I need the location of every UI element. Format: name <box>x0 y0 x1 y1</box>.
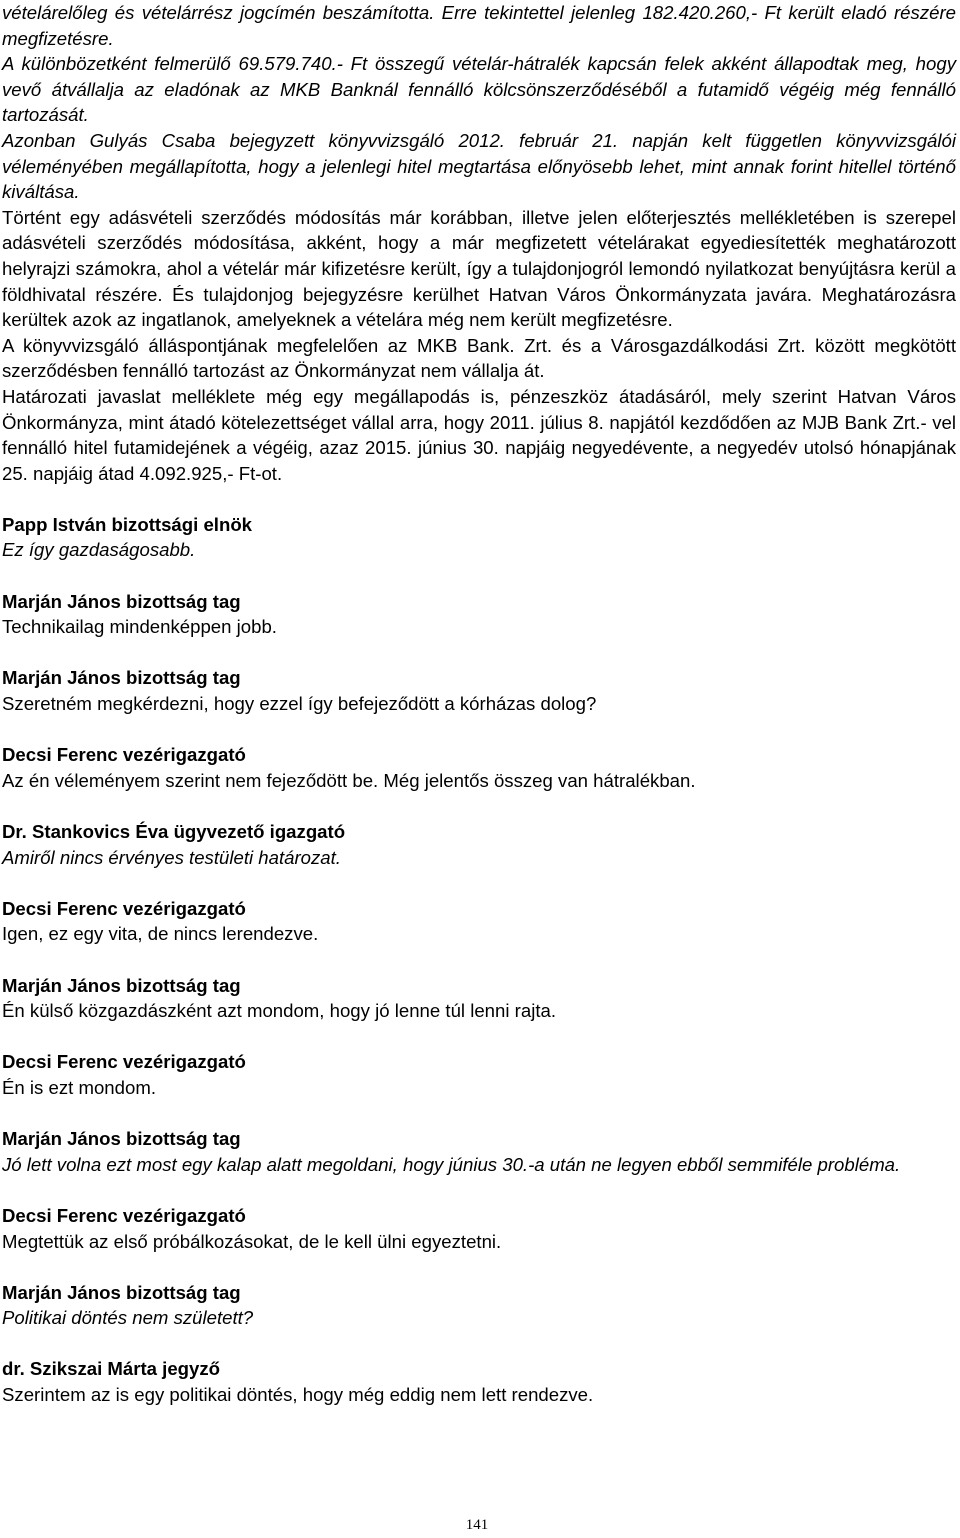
speech-text: Szeretném megkérdezni, hogy ezzel így befejeződött a kórházas dolog? <box>2 693 597 715</box>
intro-paragraph: Határozati javaslat melléklete még egy megállapodás is, pénzeszköz átadásáról, mely szerint Hatvan Város Önkormányza, mint átadó kötelezettséget vállal arra, hogy 2011. július 8. napjától kezdődően az MJB Bank Zrt.- vel fennálló hitel futamidejének a végéig, azaz 2015. június 30. napjáig negyedévente, a negyedév utolsó hónapjának 25. napjáig átad 4.092.925,- Ft-ot. <box>2 385 956 484</box>
speech-text: Én is ezt mondom. <box>2 1076 156 1098</box>
speech-text: Politikai döntés nem született? <box>2 1307 254 1329</box>
intro-paragraph: Történt egy adásvételi szerződés módosítás már korábban, illetve jelen előterjesztés mellékletében is szerepel adásvételi szerződés módosítása, akként, hogy a már megfizetett vételárakat egyediesítették meghatározott helyrajzi számokra, ahol a vételár már kifizetésre került, így a tulajdonjogról lemondó nyilatkozat benyújtásra kerül a földhivatal részére. És tulajdonjog bejegyzésre kerülhet Hatvan Város Önkormányzata javára. Meghatározásra kerültek azok az ingatlanok, amelyeknek a vételára még nem került megfizetésre. <box>2 206 956 331</box>
speaker-name: Marján János bizottság tag <box>2 590 241 612</box>
page-number: 141 <box>465 1517 489 1533</box>
speaker-name: Marján János bizottság tag <box>2 667 241 689</box>
speaker-name: Marján János bizottság tag <box>2 1281 241 1303</box>
speaker-name: Decsi Ferenc vezérigazgató <box>2 897 246 919</box>
speech-block <box>2 1356 956 1407</box>
speech-block <box>2 589 956 640</box>
speech-block <box>2 1049 956 1100</box>
intro-section <box>2 0 956 486</box>
speaker-name: Papp István bizottsági elnök <box>2 513 253 535</box>
speaker-name: Decsi Ferenc vezérigazgató <box>2 1204 246 1226</box>
intro-paragraph: A könyvvizsgáló álláspontjának megfelelően az MKB Bank. Zrt. és a Városgazdálkodási Zrt. között megkötött szerződésben fennálló tartozást az Önkormányzat nem vállalja át. <box>2 334 956 382</box>
speaker-name: Dr. Stankovics Éva ügyvezető igazgató <box>2 821 346 842</box>
speech-block <box>2 1280 956 1331</box>
speech-text: Jó lett volna ezt most egy kalap alatt megoldani, hogy június 30.-a után ne legyen ebből semmiféle probléma. <box>2 1153 901 1175</box>
speech-text: Ez így gazdaságosabb. <box>2 539 196 561</box>
intro-paragraph: A különbözetként felmerülő 69.579.740.- Ft összegű vételár-hátralék kapcsán felek akként állapodtak meg, hogy vevő átvállalja az eladónak az MKB Banknál fennálló kölcsönszerződéséből a futamidő végéig még fennálló tartozását. <box>2 53 956 126</box>
speech-block <box>2 512 956 563</box>
speech-block <box>2 1126 956 1177</box>
speech-text: Igen, ez egy vita, de nincs lerendezve. <box>2 923 319 945</box>
speech-text: Az én véleményem szerint nem fejeződött be. Még jelentős összeg van hátralékban. <box>2 769 696 791</box>
speech-text: Szerintem az is egy politikai döntés, hogy még eddig nem lett rendezve. <box>2 1384 594 1406</box>
speaker-name: Decsi Ferenc vezérigazgató <box>2 1051 246 1073</box>
speech-block <box>2 819 956 870</box>
intro-paragraph: Azonban Gulyás Csaba bejegyzett könyvvizsgáló 2012. február 21. napján kelt független könyvvizsgálói véleményében megállapította, hogy a jelenlegi hitel megtartása előnyösebb lehet, mint annak forint hitellel történő kiváltása. <box>2 129 956 203</box>
document-page <box>2 0 956 1408</box>
speaker-name: Decsi Ferenc vezérigazgató <box>2 744 246 766</box>
speech-text: Én külső közgazdászként azt mondom, hogy jó lenne túl lenni rajta. <box>2 1000 556 1022</box>
speaker-name: dr. Szikszai Márta jegyző <box>2 1358 221 1380</box>
speaker-name: Marján János bizottság tag <box>2 1128 241 1150</box>
speech-block <box>2 665 956 716</box>
speech-text: Amiről nincs érvényes testületi határozat. <box>2 846 341 868</box>
speech-block <box>2 973 956 1024</box>
intro-paragraph: vételárelőleg és vételárrész jogcímén beszámította. Erre tekintettel jelenleg 182.420.260,- Ft került eladó részére megfizetésre. <box>2 2 956 49</box>
speech-block <box>2 742 956 793</box>
speech-text: Technikailag mindenképpen jobb. <box>2 616 277 638</box>
speech-block <box>2 896 956 947</box>
speech-text: Megtettük az első próbálkozásokat, de le kell ülni egyeztetni. <box>2 1230 502 1252</box>
speaker-name: Marján János bizottság tag <box>2 974 241 996</box>
speech-block <box>2 1203 956 1254</box>
